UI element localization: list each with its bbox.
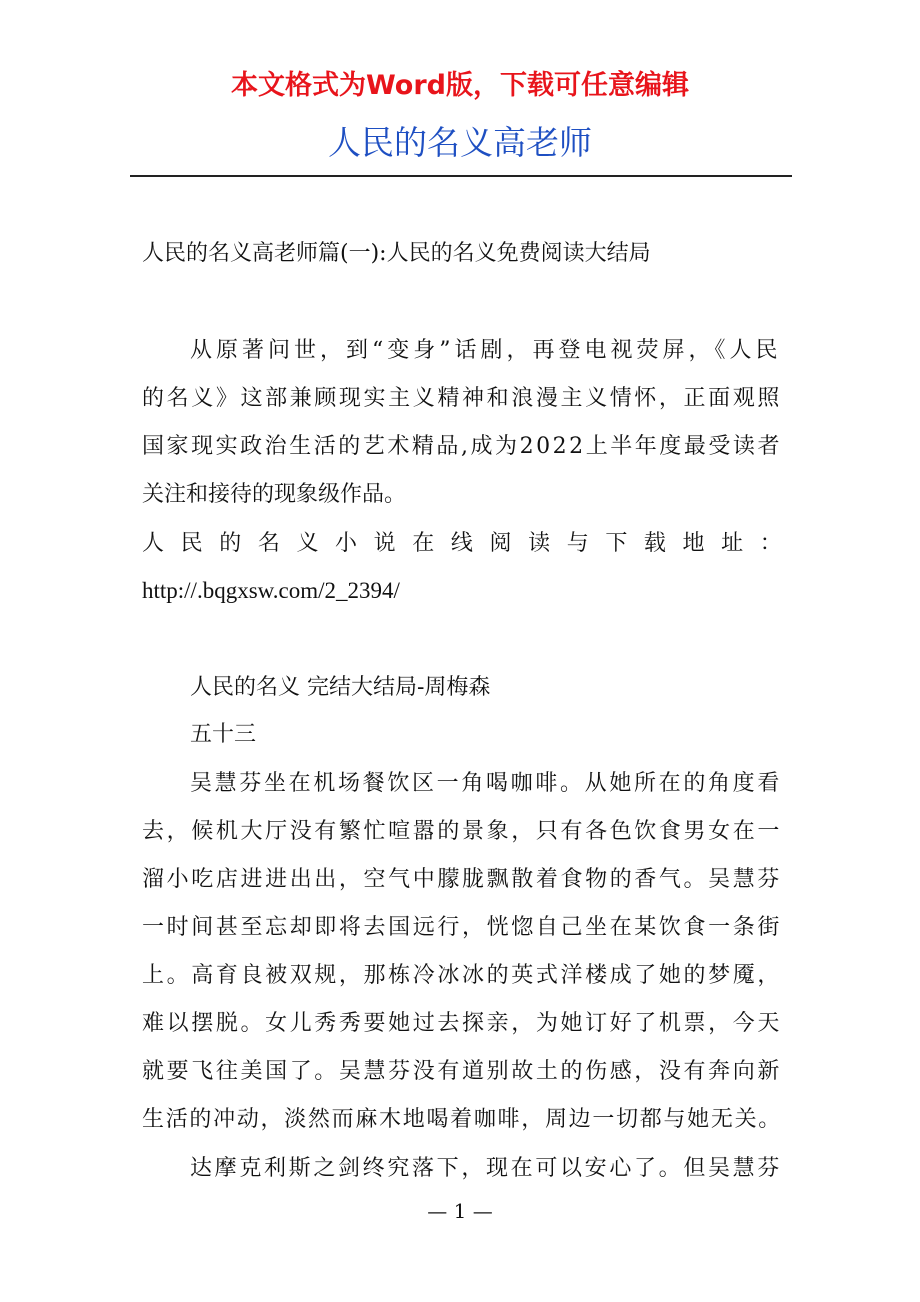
download-char: 义 xyxy=(296,531,319,556)
download-char: 读 xyxy=(528,531,551,556)
document-title: 人民的名义高老师 xyxy=(328,123,592,162)
download-char: 人 xyxy=(142,531,165,556)
story-line-2 xyxy=(142,815,782,849)
story-line-4 xyxy=(142,911,782,945)
story-line-4-text: 一时间甚至忘却即将去国远行，恍惚自己坐在某饮食一条街 xyxy=(142,915,782,940)
story-line-1-text: 吴慧芬坐在机场餐饮区一角喝咖啡。从她所在的角度看 xyxy=(190,771,782,796)
download-char: 线 xyxy=(450,531,473,556)
download-char: 在 xyxy=(412,531,435,556)
download-char: 地 xyxy=(682,531,705,556)
page-number: — 1 — xyxy=(427,1199,493,1223)
download-label xyxy=(142,527,782,561)
story-line-6 xyxy=(142,1007,782,1041)
story-line-9 xyxy=(190,1152,782,1186)
story-line-8-text: 生活的冲动，淡然而麻木地喝着咖啡，周边一切都与她无关。 xyxy=(142,1107,782,1132)
story-line-1 xyxy=(190,767,782,801)
download-char: 的 xyxy=(219,531,242,556)
title-divider xyxy=(130,175,792,177)
story-line-2-text: 去，候机大厅没有繁忙喧嚣的景象，只有各色饮食男女在一 xyxy=(142,819,782,844)
story-line-6-text: 难以摆脱。女儿秀秀要她过去探亲，为她订好了机票，今天 xyxy=(142,1011,782,1036)
intro-line-1 xyxy=(190,334,782,368)
download-char: 址 xyxy=(721,531,744,556)
download-char: 说 xyxy=(373,531,396,556)
intro-line-2 xyxy=(142,382,782,416)
download-char: 民 xyxy=(180,531,203,556)
story-line-5 xyxy=(142,959,782,993)
intro-line-2-text: 的名义》这部兼顾现实主义精神和浪漫主义情怀，正面观照 xyxy=(142,386,782,411)
story-line-8 xyxy=(142,1103,782,1137)
download-char: 名 xyxy=(257,531,280,556)
download-char: 阅 xyxy=(489,531,512,556)
chapter-heading: 人民的名义 完结大结局-周梅森 xyxy=(190,675,491,700)
story-line-5-text: 上。高育良被双规，那栋冷冰冰的英式洋楼成了她的梦魇， xyxy=(142,963,782,988)
format-notice: 本文格式为Word版，下载可任意编辑 xyxy=(230,70,689,101)
download-char: 下 xyxy=(605,531,628,556)
section-heading: 人民的名义高老师篇(一):人民的名义免费阅读大结局 xyxy=(142,241,651,266)
story-line-3 xyxy=(142,863,782,897)
story-line-9-text: 达摩克利斯之剑终究落下，现在可以安心了。但吴慧芬 xyxy=(190,1156,782,1181)
download-link[interactable]: http://.bqgxsw.com/2_2394/ xyxy=(142,578,400,603)
download-char: ： xyxy=(759,531,782,556)
story-line-7-text: 就要飞往美国了。吴慧芬没有道别故土的伤感，没有奔向新 xyxy=(142,1059,782,1084)
story-line-7 xyxy=(142,1055,782,1089)
intro-line-3-text: 国家现实政治生活的艺术精品,成为2022上半年度最受读者 xyxy=(142,434,782,459)
download-char: 与 xyxy=(566,531,589,556)
intro-line-4: 关注和接待的现象级作品。 xyxy=(142,482,407,507)
intro-line-3 xyxy=(142,430,782,464)
download-char: 小 xyxy=(335,531,358,556)
story-line-3-text: 溜小吃店进进出出，空气中朦胧飘散着食物的香气。吴慧芬 xyxy=(142,867,782,892)
chapter-number: 五十三 xyxy=(190,722,257,747)
download-char: 载 xyxy=(643,531,666,556)
intro-line-1-text: 从原著问世，到“变身”话剧，再登电视荧屏，《人民 xyxy=(190,338,782,363)
